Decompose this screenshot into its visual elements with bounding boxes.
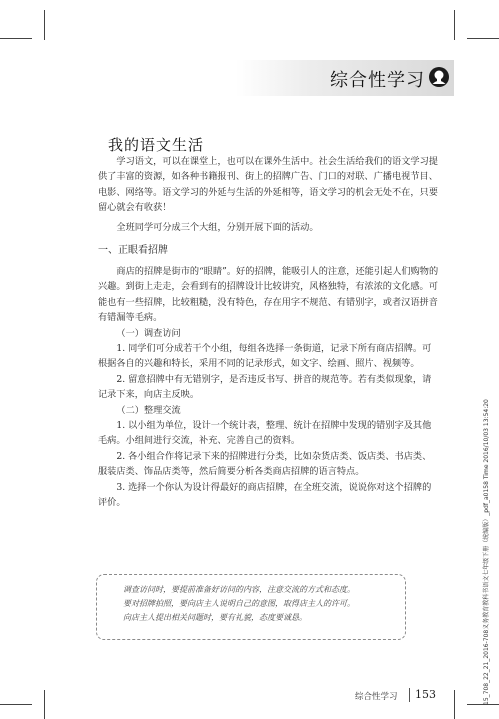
footer-label: 综合性学习: [355, 692, 398, 702]
body-paragraph: 商店的招牌是街市的“眼睛”。好的招牌，能吸引人的注意，还能引起人们购物的兴趣。到街上走走，会看到有的招牌设计比较讲究，风格独特，有浓浓的文化感。可能也有一些招牌，比较粗糙，没有特色，存在用字不规范、有错别字，或者汉语拼音有错漏等毛病。: [98, 266, 439, 324]
print-imprint: 15_708_22_21_2016-708义务教育教科书语文七年级下册（统编版）_pdf_a0158 Time 2016/10/03 13:54:20: [483, 399, 490, 705]
activity-body: [98, 264, 440, 511]
activity-heading: 一、正眼看招牌: [98, 245, 168, 256]
crop-mark: [0, 38, 32, 39]
body-paragraph: 2. 留意招牌中有无错别字，是否违反书写、拼音的规范等。若有类似现象，请记录下来，向店主反映。: [98, 373, 432, 401]
chat-head-icon: [428, 66, 450, 88]
crop-mark: [44, 690, 45, 719]
footer-divider: [409, 688, 410, 702]
body-paragraph: 1. 以小组为单位，设计一个统计表，整理、统计在招牌中发现的错别字及其他毛病。小组间进行交流，补充、完善自己的资料。: [98, 420, 432, 447]
intro-paragraph: 学习语文，可以在课堂上，也可以在课外生活中。社会生活给我们的语文学习提供了丰富的资源，如各种书籍报刊、街上的招牌广告、门口的对联、广播电视节目、电影、网络等。语文学习的外延与生活的外延相等，语文学习的机会无处不在，只要留心就会有收获！: [98, 156, 438, 214]
crop-mark: [454, 690, 455, 719]
intro-paragraph: 全班同学可分成三个大组，分别开展下面的活动。: [116, 221, 319, 233]
tip-line: 调查访问时，要提前准备好访问的内容，注意交流的方式和态度。: [123, 585, 355, 594]
tips-box: [96, 574, 406, 640]
body-paragraph: 1. 同学们可分成若干个小组，每组各选择一条街道，记录下所有商店招牌。可根据各自的兴趣和特长，采用不同的记录形式，如文字、绘画、照片、视频等。: [98, 343, 432, 370]
crop-mark: [454, 10, 455, 40]
body-paragraph: 2. 各小组合作将记录下来的招牌进行分类，比如杂货店类、饭店类、书店类、服装店类、饰品店类等，然后简要分析各类商店招牌的语言特点。: [98, 450, 432, 478]
tip-line: 要对招牌拍照，要向店主人说明自己的意图，取得店主人的许可。: [123, 599, 355, 608]
section-title: 综合性学习: [330, 70, 425, 91]
crop-mark: [44, 10, 45, 40]
crop-mark: [467, 38, 499, 39]
lesson-title: 我的语文生活: [108, 136, 205, 154]
body-paragraph: 3. 选择一个你认为设计得最好的商店招牌，在全班交流，说说你对这个招牌的评价。: [98, 481, 432, 509]
subsection-heading: （二）整理交流: [116, 404, 181, 416]
crop-mark: [0, 704, 32, 705]
subsection-heading: （一）调查访问: [116, 327, 181, 339]
intro-text: [98, 154, 440, 235]
page-number: 153: [415, 688, 436, 701]
tip-line: 向店主人提出相关问题时，要有礼貌，态度要诚恳。: [123, 613, 307, 622]
